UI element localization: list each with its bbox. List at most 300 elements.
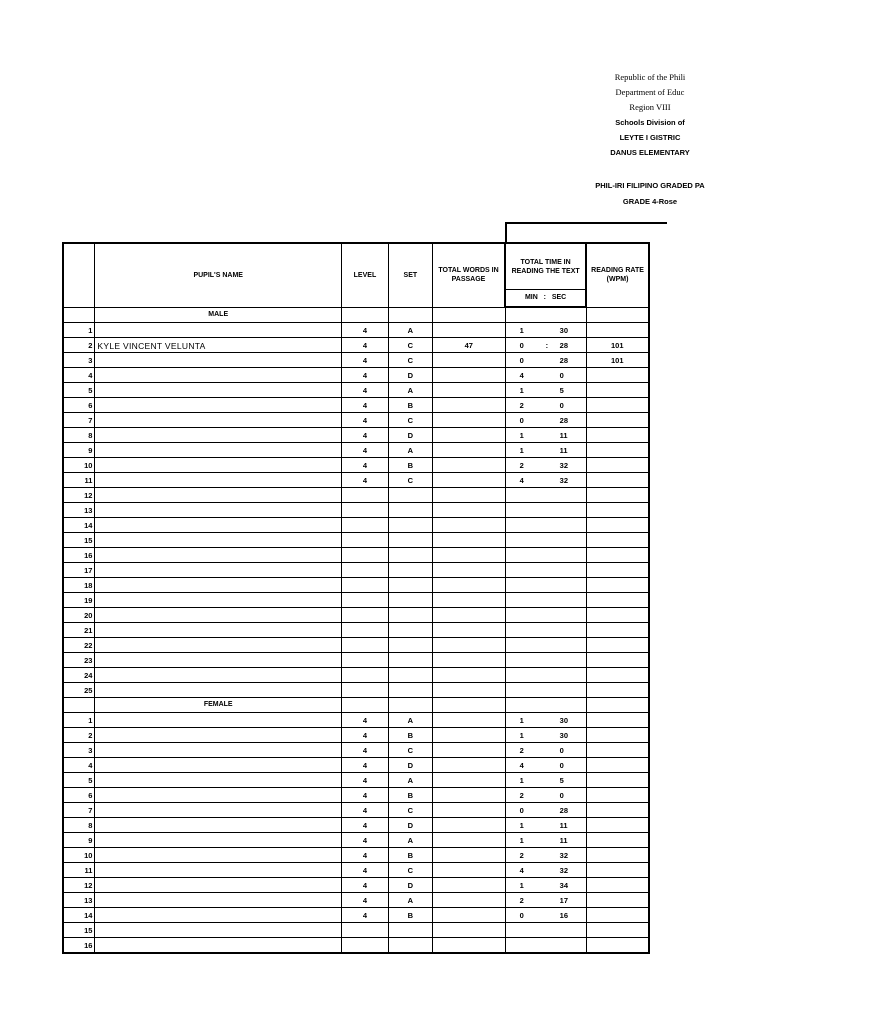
male-row [63, 323, 649, 338]
reading-rate-cell[interactable] [586, 563, 649, 578]
level-cell[interactable]: 4 [341, 398, 388, 413]
time-sec: 11 [559, 431, 568, 440]
row-number: 19 [63, 593, 95, 608]
reading-rate-cell[interactable] [586, 593, 649, 608]
reading-rate-cell[interactable] [586, 473, 649, 488]
set-cell[interactable] [388, 638, 432, 653]
set-cell[interactable] [388, 518, 432, 533]
male-row [63, 548, 649, 563]
total-words-cell[interactable] [432, 578, 505, 593]
reading-rate-cell[interactable] [586, 923, 649, 938]
pupil-name-cell[interactable] [95, 638, 342, 653]
pupil-name-cell[interactable] [95, 413, 342, 428]
reading-rate-cell[interactable] [586, 833, 649, 848]
set-cell[interactable]: C [388, 803, 432, 818]
pupil-name-cell[interactable] [95, 743, 342, 758]
time-min: 2 [519, 896, 524, 905]
level-cell[interactable] [341, 638, 388, 653]
set-cell[interactable] [388, 488, 432, 503]
section-empty-cell [432, 307, 505, 323]
reading-rate-cell[interactable] [586, 788, 649, 803]
pupil-name-cell[interactable] [95, 908, 342, 923]
set-cell[interactable] [388, 578, 432, 593]
reading-rate-cell[interactable] [586, 518, 649, 533]
set-cell[interactable] [388, 623, 432, 638]
reading-rate-cell[interactable] [586, 893, 649, 908]
level-cell[interactable]: 4 [341, 473, 388, 488]
pupil-name-cell[interactable] [95, 713, 342, 728]
total-time-cell[interactable] [505, 413, 586, 428]
pupil-name-cell[interactable] [95, 548, 342, 563]
level-cell[interactable]: 4 [341, 758, 388, 773]
time-sec: 28 [559, 416, 569, 425]
level-cell[interactable]: 4 [341, 713, 388, 728]
total-words-cell[interactable] [432, 428, 505, 443]
level-cell[interactable] [341, 938, 388, 954]
total-time-cell[interactable] [505, 863, 586, 878]
total-words-cell[interactable] [432, 938, 505, 954]
reading-rate-cell[interactable] [586, 383, 649, 398]
total-words-cell[interactable] [432, 503, 505, 518]
total-words-cell[interactable] [432, 353, 505, 368]
set-cell[interactable] [388, 923, 432, 938]
set-cell[interactable]: D [388, 758, 432, 773]
level-cell[interactable]: 4 [341, 428, 388, 443]
pupil-name-cell[interactable] [95, 878, 342, 893]
total-time-cell[interactable] [505, 593, 586, 608]
total-words-cell[interactable] [432, 458, 505, 473]
total-words-cell[interactable] [432, 878, 505, 893]
level-cell[interactable] [341, 503, 388, 518]
total-words-cell[interactable] [432, 668, 505, 683]
time-sec: 32 [559, 476, 569, 485]
reading-rate-cell[interactable] [586, 623, 649, 638]
level-cell[interactable] [341, 923, 388, 938]
header-division: Schools Division of [615, 118, 685, 127]
pupil-name-cell[interactable] [95, 323, 342, 338]
total-words-cell[interactable]: 47 [432, 338, 505, 353]
total-words-cell[interactable] [432, 728, 505, 743]
reading-rate-cell[interactable] [586, 488, 649, 503]
pupil-name-cell[interactable] [95, 833, 342, 848]
total-words-cell[interactable] [432, 593, 505, 608]
time-min: 0 [519, 806, 524, 815]
set-cell[interactable]: B [388, 788, 432, 803]
pupil-name-cell[interactable] [95, 728, 342, 743]
set-cell[interactable] [388, 653, 432, 668]
set-cell[interactable]: B [388, 848, 432, 863]
time-sec: 5 [559, 776, 564, 785]
pupil-name-cell[interactable] [95, 863, 342, 878]
row-number: 11 [63, 863, 95, 878]
row-number: 5 [63, 383, 95, 398]
set-cell[interactable]: D [388, 878, 432, 893]
total-time-cell[interactable] [505, 578, 586, 593]
total-time-cell[interactable] [505, 668, 586, 683]
pupil-name-cell[interactable] [95, 773, 342, 788]
total-time-cell[interactable] [505, 458, 586, 473]
level-cell[interactable] [341, 488, 388, 503]
reading-rate-cell[interactable] [586, 578, 649, 593]
header-school: DANUS ELEMENTARY [610, 148, 690, 157]
set-cell[interactable]: C [388, 863, 432, 878]
total-time-cell[interactable] [505, 533, 586, 548]
time-sec: 11 [559, 821, 568, 830]
level-cell[interactable]: 4 [341, 818, 388, 833]
reading-rate-cell[interactable]: 101 [586, 338, 649, 353]
level-cell[interactable]: 4 [341, 338, 388, 353]
reading-rate-cell[interactable] [586, 443, 649, 458]
pupil-name-cell[interactable] [95, 803, 342, 818]
pupil-name-cell[interactable] [95, 923, 342, 938]
total-time-cell[interactable] [505, 713, 586, 728]
pupil-name-cell[interactable] [95, 383, 342, 398]
pupil-name-cell[interactable] [95, 368, 342, 383]
total-words-cell[interactable] [432, 548, 505, 563]
total-time-cell[interactable] [505, 938, 586, 954]
set-cell[interactable]: A [388, 833, 432, 848]
reading-rate-cell[interactable] [586, 548, 649, 563]
level-cell[interactable]: 4 [341, 413, 388, 428]
total-time-cell[interactable] [505, 338, 586, 353]
total-words-cell[interactable] [432, 383, 505, 398]
set-cell[interactable] [388, 938, 432, 954]
set-cell[interactable]: D [388, 368, 432, 383]
pupil-name-cell[interactable] [95, 563, 342, 578]
total-time-cell[interactable] [505, 518, 586, 533]
row-number: 13 [63, 893, 95, 908]
total-time-cell[interactable] [505, 608, 586, 623]
set-cell[interactable]: C [388, 353, 432, 368]
time-sec: 30 [559, 731, 569, 740]
time-sec: 11 [559, 446, 568, 455]
time-min: 1 [519, 326, 524, 335]
reading-rate-cell[interactable] [586, 428, 649, 443]
male-row [63, 473, 649, 488]
total-time-cell[interactable] [505, 398, 586, 413]
total-time-cell[interactable] [505, 923, 586, 938]
set-cell[interactable]: C [388, 338, 432, 353]
set-cell[interactable]: B [388, 458, 432, 473]
total-words-cell[interactable] [432, 488, 505, 503]
time-sec: 0 [559, 791, 564, 800]
reading-rate-cell[interactable] [586, 908, 649, 923]
male-row [63, 353, 649, 368]
total-words-cell[interactable] [432, 473, 505, 488]
set-cell[interactable] [388, 533, 432, 548]
total-time-cell[interactable] [505, 803, 586, 818]
total-time-cell[interactable] [505, 443, 586, 458]
pupil-name-cell[interactable] [95, 353, 342, 368]
total-words-cell[interactable] [432, 908, 505, 923]
level-cell[interactable]: 4 [341, 323, 388, 338]
total-time-cell[interactable] [505, 908, 586, 923]
total-time-cell[interactable] [505, 548, 586, 563]
total-words-cell[interactable] [432, 683, 505, 698]
level-cell[interactable]: 4 [341, 368, 388, 383]
female-row [63, 743, 649, 758]
row-number: 7 [63, 803, 95, 818]
pupil-name-cell[interactable] [95, 683, 342, 698]
set-cell[interactable]: A [388, 323, 432, 338]
row-number: 5 [63, 773, 95, 788]
total-time-cell[interactable] [505, 638, 586, 653]
pupil-name-cell[interactable] [95, 443, 342, 458]
pupil-name-cell[interactable] [95, 428, 342, 443]
pupil-name-cell[interactable] [95, 788, 342, 803]
total-words-cell[interactable] [432, 533, 505, 548]
pupil-name-cell[interactable]: KYLE VINCENT VELUNTA [95, 338, 342, 353]
reading-rate-cell[interactable] [586, 938, 649, 954]
reading-rate-cell[interactable] [586, 743, 649, 758]
time-colon: : [545, 341, 549, 350]
set-cell[interactable] [388, 593, 432, 608]
reading-rate-cell[interactable] [586, 533, 649, 548]
male-section-row [63, 307, 649, 323]
row-number: 20 [63, 608, 95, 623]
pupil-name-cell[interactable] [95, 893, 342, 908]
row-number: 16 [63, 938, 95, 954]
level-cell[interactable]: 4 [341, 893, 388, 908]
pupil-name-cell[interactable] [95, 488, 342, 503]
total-words-cell[interactable] [432, 848, 505, 863]
reading-rate-cell[interactable] [586, 458, 649, 473]
total-time-cell[interactable] [505, 893, 586, 908]
set-cell[interactable]: C [388, 473, 432, 488]
level-cell[interactable] [341, 668, 388, 683]
total-words-cell[interactable] [432, 608, 505, 623]
total-words-cell[interactable] [432, 803, 505, 818]
total-time-cell[interactable] [505, 488, 586, 503]
level-cell[interactable] [341, 683, 388, 698]
set-cell[interactable] [388, 563, 432, 578]
pupil-name-cell[interactable] [95, 938, 342, 954]
level-cell[interactable]: 4 [341, 863, 388, 878]
pupil-name-cell[interactable] [95, 398, 342, 413]
total-time-cell[interactable] [505, 758, 586, 773]
reading-rate-cell[interactable] [586, 863, 649, 878]
level-cell[interactable] [341, 548, 388, 563]
female-row [63, 863, 649, 878]
total-words-cell[interactable] [432, 818, 505, 833]
female-row [63, 818, 649, 833]
set-cell[interactable]: D [388, 818, 432, 833]
total-words-cell[interactable] [432, 743, 505, 758]
total-words-cell[interactable] [432, 863, 505, 878]
level-cell[interactable] [341, 593, 388, 608]
male-row [63, 668, 649, 683]
total-time-cell[interactable] [505, 428, 586, 443]
header-form-title: PHIL-IRI FILIPINO GRADED PA [595, 181, 705, 190]
total-time-cell[interactable] [505, 728, 586, 743]
pupil-name-cell[interactable] [95, 818, 342, 833]
pupil-name-cell[interactable] [95, 623, 342, 638]
male-row [63, 368, 649, 383]
set-cell[interactable] [388, 503, 432, 518]
pupil-name-cell[interactable] [95, 848, 342, 863]
pupil-name-cell[interactable] [95, 578, 342, 593]
pupil-name-cell[interactable] [95, 668, 342, 683]
set-cell[interactable]: C [388, 413, 432, 428]
set-cell[interactable]: B [388, 728, 432, 743]
level-cell[interactable]: 4 [341, 848, 388, 863]
total-time-cell[interactable] [505, 818, 586, 833]
male-row [63, 533, 649, 548]
reading-rate-cell[interactable] [586, 683, 649, 698]
reading-rate-cell[interactable] [586, 323, 649, 338]
total-words-cell[interactable] [432, 323, 505, 338]
total-words-cell[interactable] [432, 368, 505, 383]
pupil-name-cell[interactable] [95, 533, 342, 548]
level-cell[interactable]: 4 [341, 443, 388, 458]
pupil-name-cell[interactable] [95, 503, 342, 518]
total-time-cell[interactable] [505, 563, 586, 578]
time-min: 2 [519, 746, 524, 755]
set-cell[interactable]: B [388, 908, 432, 923]
total-time-cell[interactable] [505, 368, 586, 383]
row-number: 12 [63, 488, 95, 503]
set-cell[interactable] [388, 683, 432, 698]
time-min: 0 [519, 416, 524, 425]
total-words-cell[interactable] [432, 788, 505, 803]
reading-rate-cell[interactable] [586, 398, 649, 413]
time-min: 1 [519, 431, 524, 440]
total-time-cell[interactable] [505, 848, 586, 863]
reading-rate-cell[interactable] [586, 878, 649, 893]
total-time-cell[interactable] [505, 473, 586, 488]
total-words-cell[interactable] [432, 443, 505, 458]
time-min: 1 [519, 881, 524, 890]
min-label: MIN [524, 294, 538, 301]
set-cell[interactable] [388, 668, 432, 683]
set-cell[interactable]: A [388, 773, 432, 788]
total-time-cell[interactable] [505, 503, 586, 518]
level-cell[interactable]: 4 [341, 458, 388, 473]
pupil-name-cell[interactable] [95, 593, 342, 608]
set-cell[interactable]: C [388, 743, 432, 758]
male-row [63, 383, 649, 398]
level-cell[interactable] [341, 563, 388, 578]
level-cell[interactable]: 4 [341, 353, 388, 368]
pupil-name-cell[interactable] [95, 608, 342, 623]
total-words-cell[interactable] [432, 713, 505, 728]
level-cell[interactable] [341, 623, 388, 638]
reading-rate-cell[interactable] [586, 713, 649, 728]
level-cell[interactable]: 4 [341, 878, 388, 893]
level-cell[interactable]: 4 [341, 728, 388, 743]
set-cell[interactable] [388, 548, 432, 563]
pupil-name-cell[interactable] [95, 473, 342, 488]
level-cell[interactable]: 4 [341, 383, 388, 398]
pupil-name-cell[interactable] [95, 458, 342, 473]
section-empty-cell [432, 698, 505, 713]
reading-rate-cell[interactable] [586, 758, 649, 773]
time-min: 1 [519, 446, 524, 455]
time-sec: 32 [559, 851, 569, 860]
total-words-cell[interactable] [432, 923, 505, 938]
total-time-cell[interactable] [505, 833, 586, 848]
level-cell[interactable]: 4 [341, 833, 388, 848]
total-words-cell[interactable] [432, 653, 505, 668]
total-time-cell[interactable] [505, 683, 586, 698]
male-row [63, 338, 649, 353]
total-time-cell[interactable] [505, 323, 586, 338]
total-time-cell[interactable] [505, 743, 586, 758]
reading-rate-cell[interactable] [586, 668, 649, 683]
total-words-cell[interactable] [432, 413, 505, 428]
reading-rate-cell[interactable] [586, 413, 649, 428]
level-cell[interactable] [341, 653, 388, 668]
total-words-cell[interactable] [432, 623, 505, 638]
total-words-cell[interactable] [432, 833, 505, 848]
row-number: 4 [63, 368, 95, 383]
set-cell[interactable]: A [388, 443, 432, 458]
set-cell[interactable]: A [388, 713, 432, 728]
pupil-name-cell[interactable] [95, 518, 342, 533]
level-cell[interactable]: 4 [341, 788, 388, 803]
level-cell[interactable]: 4 [341, 803, 388, 818]
total-time-cell[interactable] [505, 383, 586, 398]
level-cell[interactable] [341, 518, 388, 533]
reading-rate-cell[interactable]: 101 [586, 353, 649, 368]
set-cell[interactable] [388, 608, 432, 623]
total-words-cell[interactable] [432, 638, 505, 653]
total-time-cell[interactable] [505, 773, 586, 788]
total-time-cell[interactable] [505, 878, 586, 893]
reading-rate-cell[interactable] [586, 608, 649, 623]
female-row [63, 758, 649, 773]
level-cell[interactable]: 4 [341, 773, 388, 788]
total-words-cell[interactable] [432, 563, 505, 578]
total-words-cell[interactable] [432, 773, 505, 788]
level-cell[interactable] [341, 533, 388, 548]
reading-rate-cell[interactable] [586, 503, 649, 518]
row-number: 3 [63, 353, 95, 368]
reading-rate-cell[interactable] [586, 653, 649, 668]
row-number: 2 [63, 338, 95, 353]
male-row [63, 563, 649, 578]
total-time-cell[interactable] [505, 353, 586, 368]
total-words-cell[interactable] [432, 893, 505, 908]
set-cell[interactable]: A [388, 383, 432, 398]
reading-rate-cell[interactable] [586, 818, 649, 833]
total-time-cell[interactable] [505, 623, 586, 638]
reading-rate-cell[interactable] [586, 368, 649, 383]
reading-rate-cell[interactable] [586, 728, 649, 743]
set-cell[interactable]: D [388, 428, 432, 443]
reading-rate-cell[interactable] [586, 773, 649, 788]
level-cell[interactable] [341, 578, 388, 593]
reading-rate-cell[interactable] [586, 848, 649, 863]
set-cell[interactable]: B [388, 398, 432, 413]
total-time-cell[interactable] [505, 653, 586, 668]
pupil-name-cell[interactable] [95, 758, 342, 773]
male-row [63, 428, 649, 443]
level-cell[interactable] [341, 608, 388, 623]
total-words-cell[interactable] [432, 518, 505, 533]
reading-rate-header: READING RATE (WPM) [586, 243, 649, 307]
female-row [63, 893, 649, 908]
pupil-name-cell[interactable] [95, 653, 342, 668]
total-words-cell[interactable] [432, 758, 505, 773]
reading-rate-cell[interactable] [586, 803, 649, 818]
level-cell[interactable]: 4 [341, 743, 388, 758]
total-words-cell[interactable] [432, 398, 505, 413]
set-cell[interactable]: A [388, 893, 432, 908]
reading-rate-cell[interactable] [586, 638, 649, 653]
level-cell[interactable]: 4 [341, 908, 388, 923]
total-time-cell[interactable] [505, 788, 586, 803]
